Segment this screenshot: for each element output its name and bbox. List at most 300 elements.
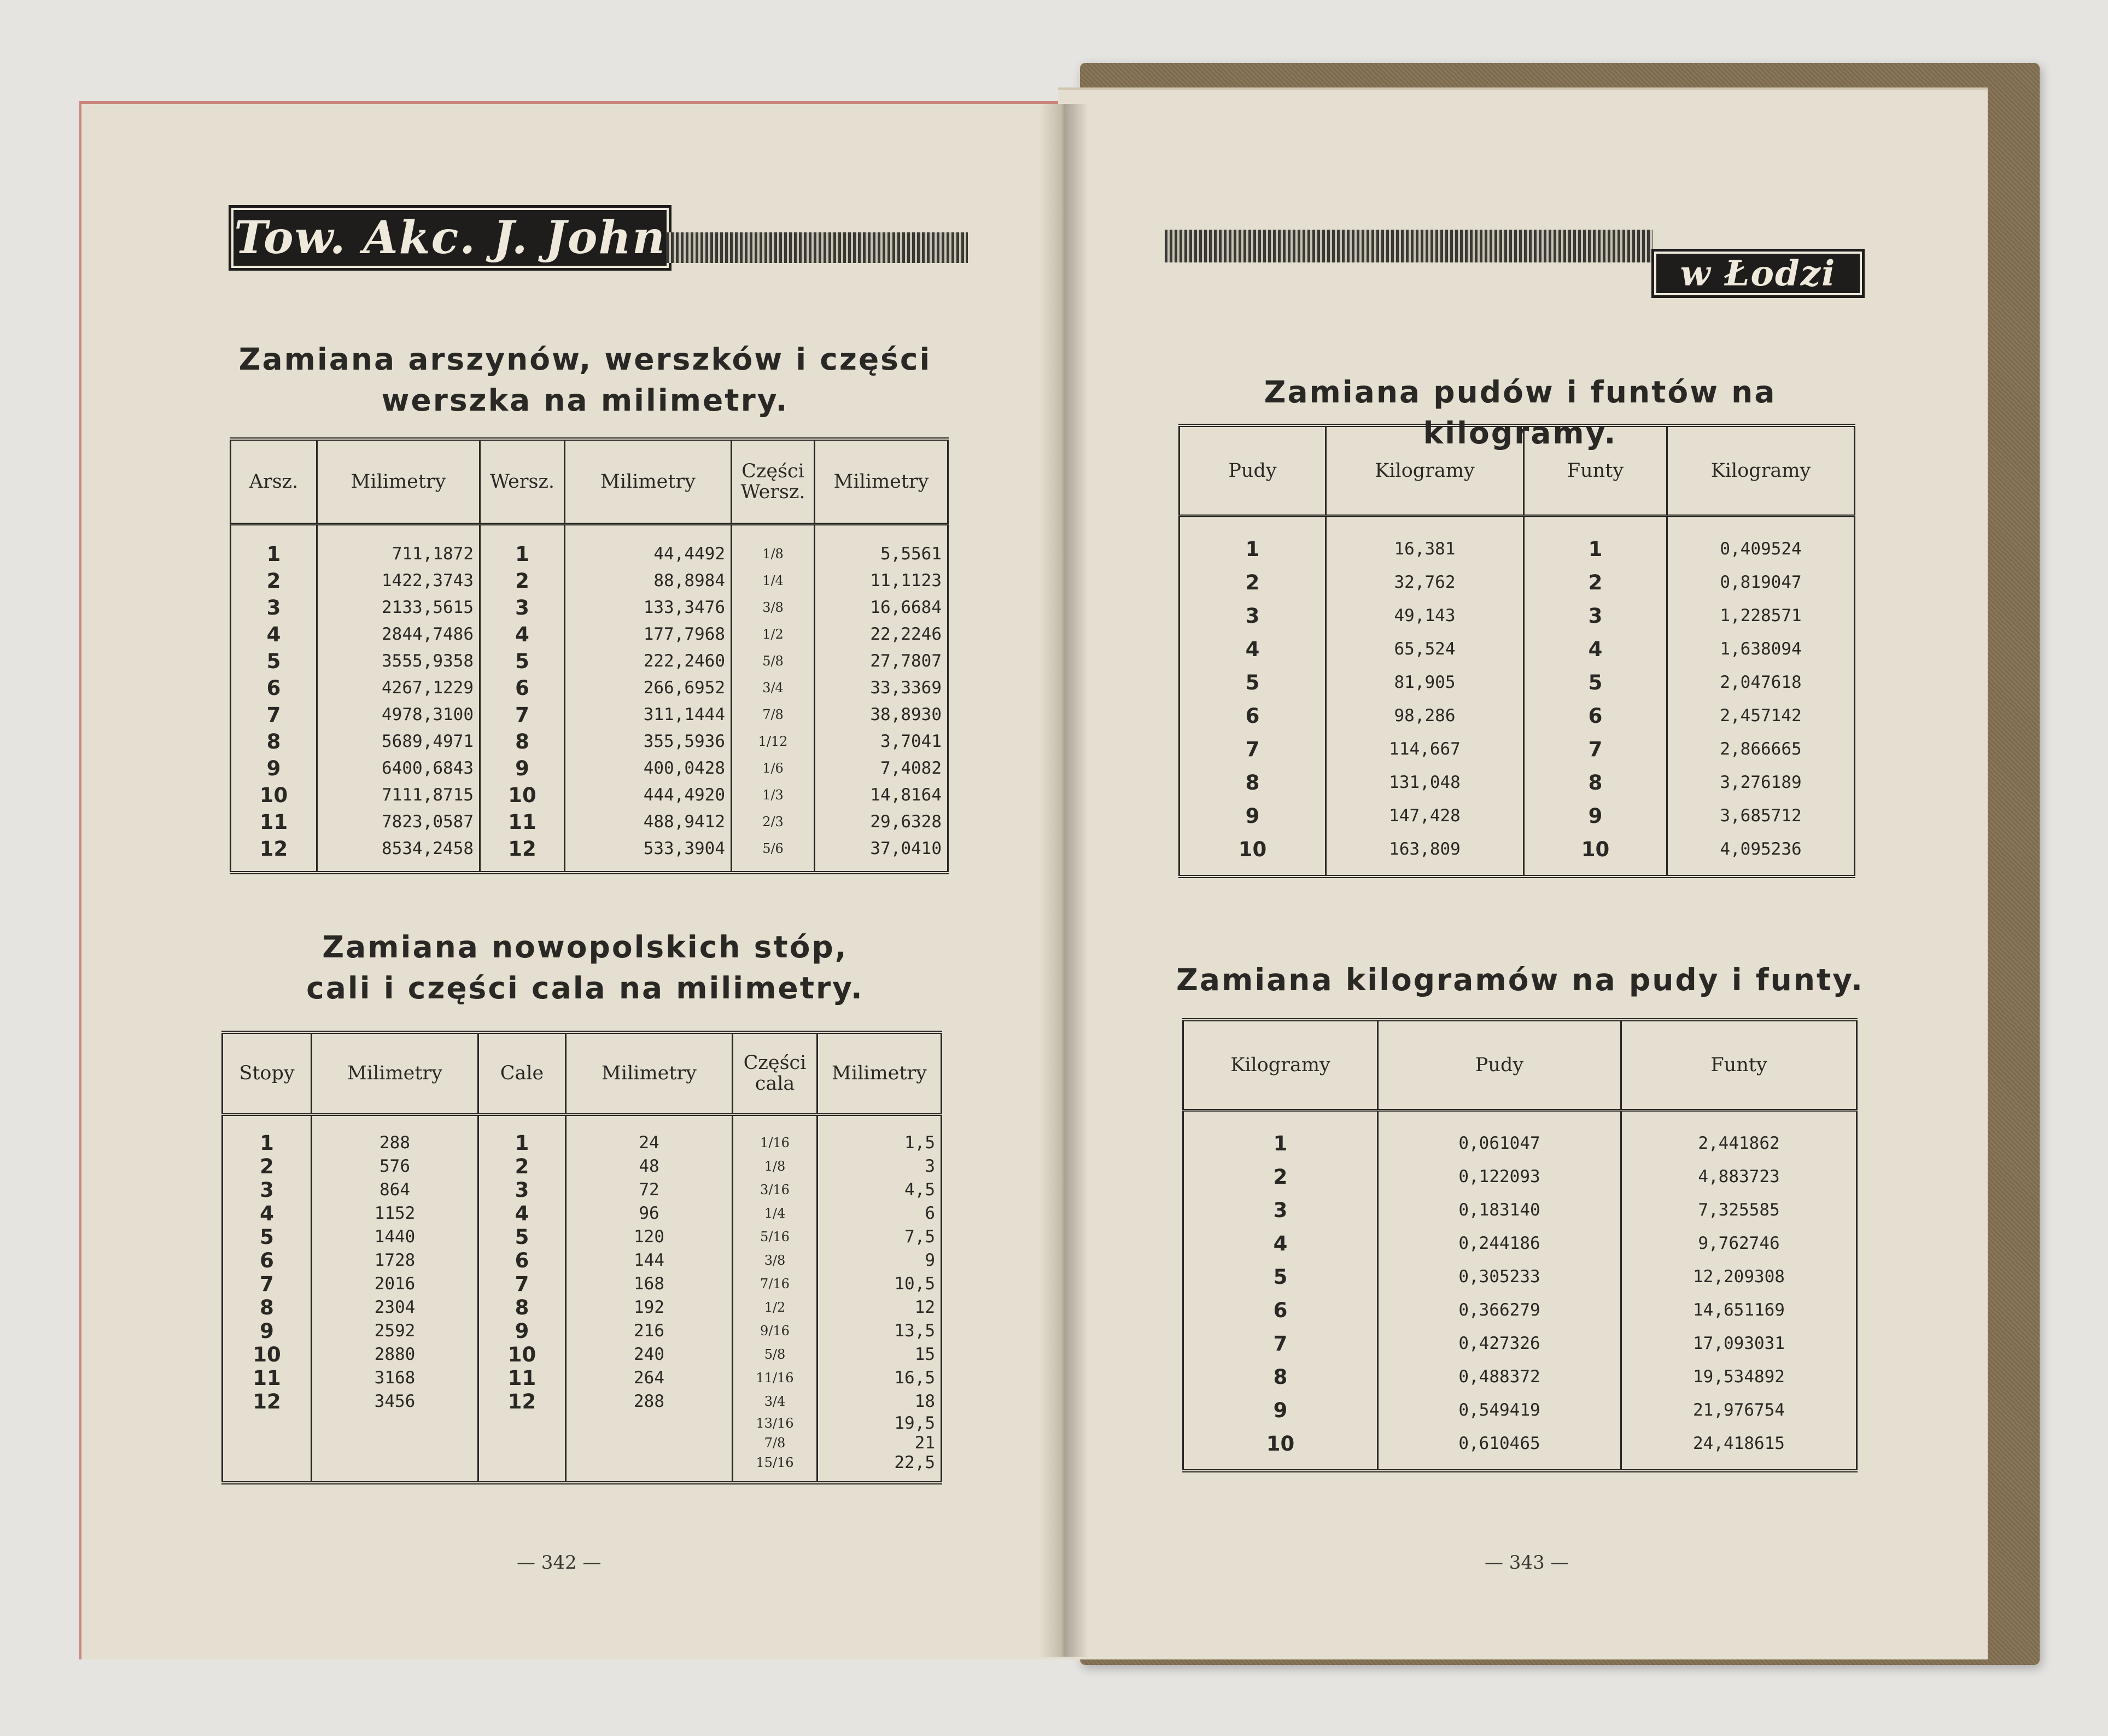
- table-row: [231, 702, 948, 728]
- table-cell: 1/2: [732, 621, 815, 648]
- table-cell: 7/8: [732, 702, 815, 728]
- table-cell: 1: [266, 542, 281, 566]
- table-cell: 7: [1245, 737, 1260, 761]
- table-cell: 4: [1273, 1231, 1288, 1255]
- table-cell: 9: [1524, 799, 1667, 833]
- table-row: [1183, 1160, 1857, 1194]
- table-cell: 3: [478, 1178, 566, 1202]
- table-cell: 1: [1245, 537, 1260, 561]
- page-number-left: — 342 —: [517, 1552, 602, 1574]
- table-cell: 1: [478, 1131, 566, 1155]
- table-cell: 11/16: [733, 1366, 817, 1390]
- table-cell: 177,7968: [565, 621, 732, 648]
- table-cell: 9: [1245, 804, 1260, 828]
- table-cell: 38,8930: [815, 702, 948, 728]
- table-cell: 6: [817, 1202, 942, 1225]
- table-row: [223, 1343, 942, 1366]
- table-cell: 9/16: [733, 1319, 817, 1343]
- table-cell: 288: [312, 1131, 478, 1155]
- table-cell: 10: [480, 782, 565, 809]
- table-row: [231, 782, 948, 809]
- table-cell: 8: [1273, 1365, 1288, 1389]
- table-cell: [566, 1413, 733, 1433]
- table-cell: 12: [259, 837, 288, 861]
- table-cell: 2,866665: [1667, 733, 1855, 766]
- table-row: [223, 1249, 942, 1272]
- table-row: [1183, 1427, 1857, 1460]
- table-cell: 21: [817, 1433, 942, 1453]
- table-cell: 22,2246: [815, 621, 948, 648]
- table-cell: 2: [480, 568, 565, 594]
- header-rule-right: [1165, 230, 1652, 262]
- table-cell: 5/16: [733, 1225, 817, 1249]
- table-row: [223, 1202, 942, 1225]
- table-cell: [312, 1453, 478, 1472]
- table-cell: 4267,1229: [317, 675, 480, 702]
- table-cell: 19,5: [817, 1413, 942, 1433]
- column-header: Cale: [478, 1032, 566, 1114]
- table-row: [223, 1390, 942, 1413]
- table-cell: 3555,9358: [317, 648, 480, 675]
- table-cell: 1440: [312, 1225, 478, 1249]
- table-cell: 1/6: [732, 755, 815, 782]
- table-cell: 0,819047: [1667, 566, 1855, 599]
- table-row: [1183, 1394, 1857, 1427]
- table-cell: 5/8: [733, 1343, 817, 1366]
- table-cell: 6400,6843: [317, 755, 480, 782]
- table-row: [1179, 833, 1855, 866]
- table-cell: 14,651169: [1621, 1294, 1857, 1327]
- table-feet-conversion: [221, 1031, 942, 1484]
- table-cell: 1/4: [733, 1202, 817, 1225]
- table-cell: 2304: [312, 1296, 478, 1319]
- table-cell: 3/4: [733, 1390, 817, 1413]
- table-cell: 2592: [312, 1319, 478, 1343]
- table-row: [223, 1319, 942, 1343]
- table-row: [1179, 633, 1855, 666]
- column-header: Milimetry: [566, 1032, 733, 1114]
- table-cell: 2,457142: [1667, 699, 1855, 733]
- table-cell: 133,3476: [565, 594, 732, 621]
- table-cell: 22,5: [817, 1453, 942, 1472]
- table-cell: 10,5: [817, 1272, 942, 1296]
- table-cell: 12,209308: [1621, 1260, 1857, 1294]
- table-cell: 11: [478, 1366, 566, 1390]
- table-cell: 2: [1273, 1165, 1288, 1189]
- table-cell: 168: [566, 1272, 733, 1296]
- column-header: Stopy: [223, 1032, 312, 1114]
- table-row: [1179, 699, 1855, 733]
- table-cell: 131,048: [1326, 766, 1524, 799]
- table-cell: 6: [260, 1248, 274, 1272]
- table-cell: 0,061047: [1378, 1127, 1621, 1160]
- table-cell: 8: [478, 1296, 566, 1319]
- table-cell: 6: [478, 1249, 566, 1272]
- table-cell: 1: [260, 1131, 274, 1155]
- column-header: Milimetry: [317, 439, 480, 524]
- table-cell: 1,5: [817, 1131, 942, 1155]
- table-row: [231, 568, 948, 594]
- table-arszyn-conversion: [230, 437, 949, 874]
- table-cell: 9: [480, 755, 565, 782]
- table-cell: 3/4: [732, 675, 815, 702]
- table-cell: 444,4920: [565, 782, 732, 809]
- column-header: Wersz.: [480, 439, 565, 524]
- table-cell: 3: [1245, 604, 1260, 628]
- table-cell: 3/8: [733, 1249, 817, 1272]
- table-cell: 24: [566, 1131, 733, 1155]
- table-cell: [566, 1453, 733, 1472]
- table-cell: 5: [480, 648, 565, 675]
- table-cell: 2,047618: [1667, 666, 1855, 699]
- table-cell: [478, 1433, 566, 1453]
- table-cell: 6: [266, 676, 281, 700]
- table-row: [223, 1296, 942, 1319]
- column-header: Milimetry: [565, 439, 732, 524]
- table-row: [223, 1178, 942, 1202]
- table-cell: 98,286: [1326, 699, 1524, 733]
- table-cell: 4: [478, 1202, 566, 1225]
- table-cell: 37,0410: [815, 835, 948, 862]
- table-row: [231, 728, 948, 755]
- table-cell: 5/8: [732, 648, 815, 675]
- table-cell: 3168: [312, 1366, 478, 1390]
- table-cell: 4: [266, 622, 281, 646]
- table-cell: 3456: [312, 1390, 478, 1413]
- column-header: Milimetry: [815, 439, 948, 524]
- table-cell: 7823,0587: [317, 809, 480, 835]
- table-cell: 311,1444: [565, 702, 732, 728]
- table-cell: 1152: [312, 1202, 478, 1225]
- table-cell: 33,3369: [815, 675, 948, 702]
- table-cell: 120: [566, 1225, 733, 1249]
- table-cell: [478, 1413, 566, 1433]
- table-cell: 4978,3100: [317, 702, 480, 728]
- table-cell: 3,276189: [1667, 766, 1855, 799]
- table-cell: 1/8: [732, 541, 815, 568]
- column-header: Milimetry: [312, 1032, 478, 1114]
- page-number-right: — 343 —: [1485, 1552, 1569, 1574]
- table-cell: 4,095236: [1667, 833, 1855, 866]
- table-cell: 4,883723: [1621, 1160, 1857, 1194]
- column-header: Kilogramy: [1326, 425, 1524, 516]
- table-cell: 8: [266, 729, 281, 753]
- table-cell: 12: [817, 1296, 942, 1319]
- table-cell: 1/2: [733, 1296, 817, 1319]
- table-cell: 96: [566, 1202, 733, 1225]
- table-cell: 49,143: [1326, 599, 1524, 633]
- table-row: [1183, 1360, 1857, 1394]
- table-cell: 5: [1245, 670, 1260, 694]
- table-cell: 3: [480, 594, 565, 621]
- table-cell: 11,1123: [815, 568, 948, 594]
- table-cell: 11: [259, 810, 288, 834]
- table-cell: 9: [266, 756, 281, 780]
- table-cell: 15/16: [733, 1453, 817, 1472]
- table-row: [1183, 1227, 1857, 1260]
- table-row: [1179, 799, 1855, 833]
- table-cell: 264: [566, 1366, 733, 1390]
- table-cell: 9: [817, 1249, 942, 1272]
- table-cell: 9: [478, 1319, 566, 1343]
- table-cell: 1: [480, 541, 565, 568]
- table-cell: 0,549419: [1378, 1394, 1621, 1427]
- table-cell: 3,685712: [1667, 799, 1855, 833]
- table-cell: 7/16: [733, 1272, 817, 1296]
- table-cell: 163,809: [1326, 833, 1524, 866]
- table-cell: 6: [1273, 1298, 1288, 1322]
- table-row: [1179, 666, 1855, 699]
- table-cell: 2: [1524, 566, 1667, 599]
- table-cell: 81,905: [1326, 666, 1524, 699]
- table-cell: 16,381: [1326, 533, 1524, 566]
- table-cell: 4: [260, 1201, 274, 1225]
- table-cell: 29,6328: [815, 809, 948, 835]
- table-row: [1183, 1260, 1857, 1294]
- table-row: [231, 594, 948, 621]
- table-cell: 355,5936: [565, 728, 732, 755]
- table-cell: 12: [480, 835, 565, 862]
- table-cell: 2016: [312, 1272, 478, 1296]
- table-cell: 5689,4971: [317, 728, 480, 755]
- table-row: [223, 1413, 942, 1433]
- table-cell: 12: [478, 1390, 566, 1413]
- table-cell: 7,5: [817, 1225, 942, 1249]
- table-cell: 147,428: [1326, 799, 1524, 833]
- table-cell: 10: [1238, 837, 1267, 861]
- table-cell: 1: [1524, 533, 1667, 566]
- table-cell: 240: [566, 1343, 733, 1366]
- table-cell: 5: [260, 1225, 274, 1249]
- table-cell: 8: [1524, 766, 1667, 799]
- table-cell: 192: [566, 1296, 733, 1319]
- table-cell: 18: [817, 1390, 942, 1413]
- table-cell: 10: [259, 783, 288, 807]
- table-cell: 0,427326: [1378, 1327, 1621, 1360]
- table-cell: 3/8: [732, 594, 815, 621]
- table-row: [223, 1272, 942, 1296]
- table-cell: 4: [480, 621, 565, 648]
- table-cell: 488,9412: [565, 809, 732, 835]
- table-row: [231, 809, 948, 835]
- table-cell: 5/6: [732, 835, 815, 862]
- table-row: [223, 1225, 942, 1249]
- table-cell: 21,976754: [1621, 1394, 1857, 1427]
- table-cell: 2: [1245, 570, 1260, 594]
- table-cell: 6: [480, 675, 565, 702]
- table-title-kilogramy: Zamiana kilogramów na pudy i funty.: [1176, 962, 1864, 997]
- table-cell: 2880: [312, 1343, 478, 1366]
- table-row: [1179, 566, 1855, 599]
- table-row: [1179, 733, 1855, 766]
- table-cell: 1/8: [733, 1155, 817, 1178]
- table-cell: 3: [266, 595, 281, 619]
- column-header: Funty: [1621, 1020, 1857, 1110]
- table-row: [1183, 1194, 1857, 1227]
- table-cell: 88,8984: [565, 568, 732, 594]
- table-row: [223, 1433, 942, 1453]
- table-cell: 114,667: [1326, 733, 1524, 766]
- table-cell: 3: [260, 1178, 274, 1202]
- column-header: Pudy: [1378, 1020, 1621, 1110]
- table-pud-conversion: [1178, 424, 1855, 878]
- table-row: [231, 648, 948, 675]
- table-cell: 7111,8715: [317, 782, 480, 809]
- table-row: [223, 1366, 942, 1390]
- table-cell: 65,524: [1326, 633, 1524, 666]
- table-row: [1183, 1127, 1857, 1160]
- table-cell: 2133,5615: [317, 594, 480, 621]
- table-row: [1183, 1294, 1857, 1327]
- table-cell: [223, 1413, 312, 1433]
- table-cell: 7: [266, 703, 281, 727]
- table-cell: 10: [253, 1342, 281, 1366]
- table-cell: 24,418615: [1621, 1427, 1857, 1460]
- table-cell: 16,6684: [815, 594, 948, 621]
- table-cell: 144: [566, 1249, 733, 1272]
- table-cell: 6: [1524, 699, 1667, 733]
- table-cell: 7: [480, 702, 565, 728]
- table-row: [223, 1155, 942, 1178]
- table-row: [231, 621, 948, 648]
- table-cell: 2,441862: [1621, 1127, 1857, 1160]
- table-cell: 32,762: [1326, 566, 1524, 599]
- column-header: Części cala: [733, 1032, 817, 1114]
- table-cell: 576: [312, 1155, 478, 1178]
- table-cell: 16,5: [817, 1366, 942, 1390]
- table-cell: 5,5561: [815, 541, 948, 568]
- column-header: Arsz.: [231, 439, 317, 524]
- table-cell: 13,5: [817, 1319, 942, 1343]
- table-row: [1183, 1327, 1857, 1360]
- table-cell: 7: [1524, 733, 1667, 766]
- table-cell: 72: [566, 1178, 733, 1202]
- table-cell: 2: [478, 1155, 566, 1178]
- table-cell: 8534,2458: [317, 835, 480, 862]
- table-cell: 5: [1524, 666, 1667, 699]
- table-cell: [478, 1453, 566, 1472]
- table-row: [231, 755, 948, 782]
- table-cell: 1422,3743: [317, 568, 480, 594]
- table-cell: 6: [1245, 704, 1260, 728]
- column-header: Pudy: [1179, 425, 1326, 516]
- table-cell: 2/3: [732, 809, 815, 835]
- table-row: [1179, 766, 1855, 799]
- city-logo: w Łodzi: [1651, 249, 1865, 298]
- table-cell: 1: [1273, 1131, 1288, 1155]
- table-cell: 3: [817, 1155, 942, 1178]
- table-cell: 5: [1273, 1265, 1288, 1289]
- table-cell: 10: [1266, 1431, 1295, 1456]
- table-cell: 11: [253, 1366, 281, 1390]
- table-cell: 216: [566, 1319, 733, 1343]
- table-cell: 400,0428: [565, 755, 732, 782]
- table-cell: 3: [1273, 1198, 1288, 1222]
- table-cell: 8: [480, 728, 565, 755]
- table-cell: 533,3904: [565, 835, 732, 862]
- table-cell: 1/12: [732, 728, 815, 755]
- table-cell: 0,409524: [1667, 533, 1855, 566]
- table-cell: 864: [312, 1178, 478, 1202]
- table-cell: 7/8: [733, 1433, 817, 1453]
- table-cell: 1,638094: [1667, 633, 1855, 666]
- table-cell: 7: [260, 1272, 274, 1296]
- table-cell: 1,228571: [1667, 599, 1855, 633]
- table-cell: 11: [480, 809, 565, 835]
- table-cell: 7,325585: [1621, 1194, 1857, 1227]
- table-row: [1179, 533, 1855, 566]
- table-cell: 0,244186: [1378, 1227, 1621, 1260]
- table-cell: 0,488372: [1378, 1360, 1621, 1394]
- table-cell: [566, 1433, 733, 1453]
- table-cell: 27,7807: [815, 648, 948, 675]
- table-cell: 1/3: [732, 782, 815, 809]
- table-row: [231, 541, 948, 568]
- table-cell: 8: [1245, 770, 1260, 794]
- table-title-stopy: Zamiana nowopolskich stóp, cali i części cala na milimetry.: [306, 930, 864, 1006]
- table-cell: 2: [266, 569, 281, 593]
- table-cell: 7: [1273, 1331, 1288, 1355]
- table-cell: 1/4: [732, 568, 815, 594]
- column-header: Części Wersz.: [732, 439, 815, 524]
- table-cell: 0,610465: [1378, 1427, 1621, 1460]
- table-cell: 0,122093: [1378, 1160, 1621, 1194]
- book-gutter: [1039, 104, 1088, 1657]
- table-cell: 9: [260, 1319, 274, 1343]
- table-kilogram-conversion: [1182, 1018, 1858, 1472]
- table-cell: 19,534892: [1621, 1360, 1857, 1394]
- table-row: [223, 1131, 942, 1155]
- table-cell: 17,093031: [1621, 1327, 1857, 1360]
- column-header: Funty: [1524, 425, 1667, 516]
- table-cell: 1/16: [733, 1131, 817, 1155]
- header-rule-left: [666, 232, 968, 263]
- table-row: [223, 1453, 942, 1472]
- table-cell: [312, 1413, 478, 1433]
- table-cell: 12: [253, 1389, 281, 1413]
- table-cell: 15: [817, 1343, 942, 1366]
- table-cell: 3/16: [733, 1178, 817, 1202]
- column-header: Kilogramy: [1667, 425, 1855, 516]
- table-cell: 5: [266, 649, 281, 673]
- table-cell: 2: [260, 1154, 274, 1178]
- company-logo: Tow. Akc. J. John: [229, 205, 671, 271]
- table-cell: 14,8164: [815, 782, 948, 809]
- table-cell: 48: [566, 1155, 733, 1178]
- column-header: Milimetry: [817, 1032, 942, 1114]
- column-header: Kilogramy: [1183, 1020, 1378, 1110]
- table-cell: 7: [478, 1272, 566, 1296]
- table-cell: 4: [1524, 633, 1667, 666]
- table-cell: 13/16: [733, 1413, 817, 1433]
- table-cell: 10: [1524, 833, 1667, 866]
- table-cell: 4,5: [817, 1178, 942, 1202]
- table-cell: 44,4492: [565, 541, 732, 568]
- table-row: [231, 835, 948, 862]
- table-cell: 5: [478, 1225, 566, 1249]
- table-cell: 2844,7486: [317, 621, 480, 648]
- table-cell: 10: [478, 1343, 566, 1366]
- table-cell: 7,4082: [815, 755, 948, 782]
- table-cell: 0,183140: [1378, 1194, 1621, 1227]
- table-cell: 0,305233: [1378, 1260, 1621, 1294]
- table-cell: 3: [1524, 599, 1667, 633]
- table-cell: 4: [1245, 637, 1260, 661]
- table-row: [1179, 599, 1855, 633]
- table-cell: 266,6952: [565, 675, 732, 702]
- table-cell: [223, 1433, 312, 1453]
- table-row: [231, 675, 948, 702]
